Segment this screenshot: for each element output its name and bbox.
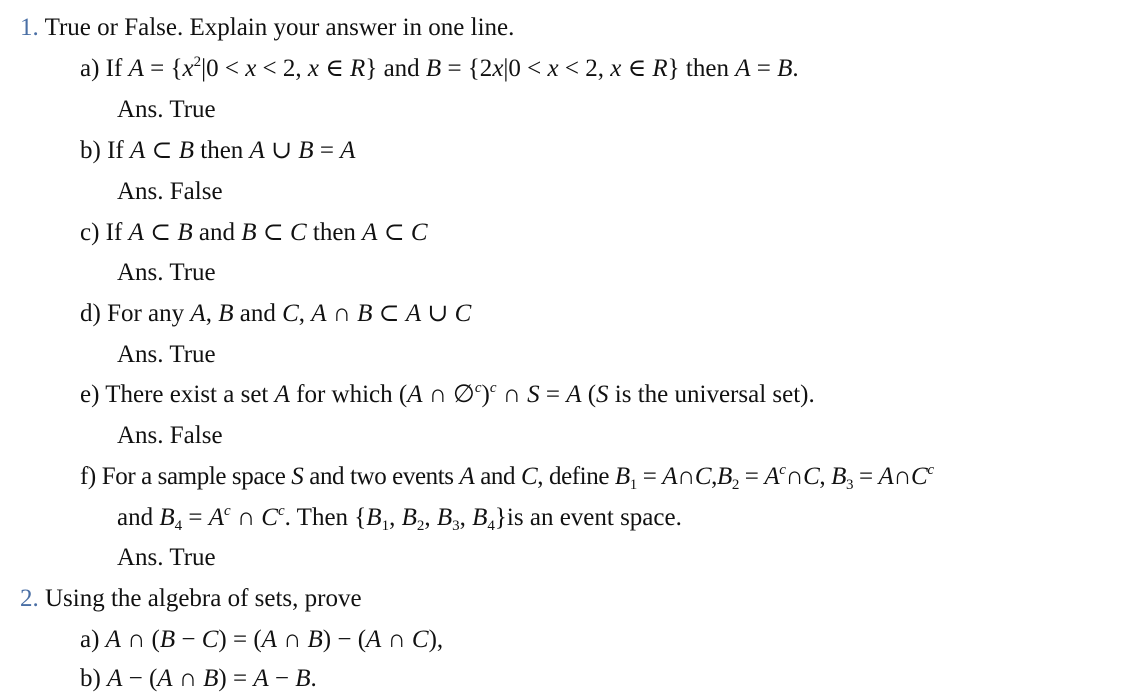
item-f-math-3: C xyxy=(515,463,538,490)
item-f-label: f) xyxy=(80,463,96,490)
item-b-answer: Ans. False xyxy=(117,178,223,205)
question-2-heading xyxy=(20,584,362,614)
item-a-label: a) xyxy=(80,55,100,82)
item-a-answer: Ans. True xyxy=(117,96,216,123)
item-c-then: then xyxy=(312,219,356,246)
item-c-math-1: A ⊂ B xyxy=(128,219,193,246)
item-d-math-2: C, A ∩ B ⊂ A ∪ C xyxy=(282,300,472,327)
q2-item-a-math: A ∩ (B − C) = (A ∩ B) − (A ∩ C), xyxy=(105,626,444,653)
item-d xyxy=(80,299,471,329)
question-2-prompt: Using the algebra of sets, prove xyxy=(45,585,362,612)
item-f-and: and two events xyxy=(309,463,454,490)
item-f-end: is an event space. xyxy=(506,504,682,531)
item-f xyxy=(80,462,934,492)
item-e-label: e) xyxy=(80,381,100,408)
item-c-if: If xyxy=(105,219,123,246)
item-f-answer: Ans. True xyxy=(117,544,216,571)
item-c-answer: Ans. True xyxy=(117,259,216,286)
item-d-and: and xyxy=(239,300,276,327)
question-1-number: 1. xyxy=(20,14,39,41)
item-d-math-1: A, B xyxy=(190,300,234,327)
item-b-math-2: A ∪ B = A xyxy=(249,137,356,164)
item-b xyxy=(80,136,355,166)
item-a-if: If xyxy=(105,55,123,82)
q2-item-a-label: a) xyxy=(80,626,100,653)
item-f-line-2 xyxy=(117,503,682,533)
item-a-math-2: B = {2x|0 < x < 2, x ∈ R} xyxy=(425,55,680,82)
item-e xyxy=(80,380,815,410)
item-a-math-1: $A = \{x^2|0 < x < 2$, x ∈ R} xyxy=(128,54,378,82)
item-f-then: . Then xyxy=(284,504,349,531)
item-e-start: There exist a set xyxy=(105,381,269,408)
question-2-number: 2. xyxy=(20,585,39,612)
item-f-and2: and xyxy=(480,463,516,490)
item-c-math-2: B ⊂ C xyxy=(241,219,307,246)
q2-item-a xyxy=(80,625,443,655)
item-b-label: b) xyxy=(80,137,101,164)
item-f-l2-and: and xyxy=(117,504,154,531)
item-f-start: For a sample space xyxy=(101,463,286,490)
item-a-and: and xyxy=(383,55,420,82)
q2-item-b-label: b) xyxy=(80,665,101,692)
item-d-for: For any xyxy=(107,300,185,327)
item-c-label: c) xyxy=(80,219,100,246)
q2-item-b xyxy=(80,664,317,694)
item-b-if: If xyxy=(107,137,124,164)
item-f-math-1: S xyxy=(291,463,304,490)
item-a-math-3: A = B. xyxy=(735,55,799,82)
item-c xyxy=(80,218,428,248)
question-1-prompt: True or False. Explain your answer in one line. xyxy=(44,14,515,41)
item-c-math-3: A ⊂ C xyxy=(362,219,428,246)
item-c-and: and xyxy=(198,219,235,246)
item-e-answer: Ans. False xyxy=(117,422,223,449)
item-f-math-6: {$B_1$, $B_2$, $B_3$, $B_4$} xyxy=(354,504,507,534)
question-1-heading xyxy=(20,13,514,43)
item-f-define: , define xyxy=(537,463,610,490)
item-f-math-2: A xyxy=(459,463,475,490)
item-a xyxy=(80,54,799,84)
item-e-is: is the universal set). xyxy=(614,381,815,408)
item-d-label: d) xyxy=(80,300,101,327)
item-d-answer: Ans. True xyxy=(117,341,216,368)
item-e-for: for which xyxy=(296,381,393,408)
item-f-math-5: $B_4 = A^c$ ∩ $C^c$ xyxy=(159,503,285,534)
item-f-math-4: $B_1$ = $A\cap C,B_2$ = $A^c\cap C$, $B_3$ = $A\cap C^c$ xyxy=(614,462,934,493)
item-e-math-1: A xyxy=(274,381,290,408)
item-e-math-2: (A ∩ ∅$^c$)$^c$ ∩ S = A (S xyxy=(398,380,609,408)
q2-item-b-math: A − (A ∩ B) = A − B. xyxy=(107,665,317,692)
item-b-math-1: A ⊂ B xyxy=(129,137,194,164)
item-a-then: then xyxy=(685,55,729,82)
item-b-then: then xyxy=(200,137,244,164)
